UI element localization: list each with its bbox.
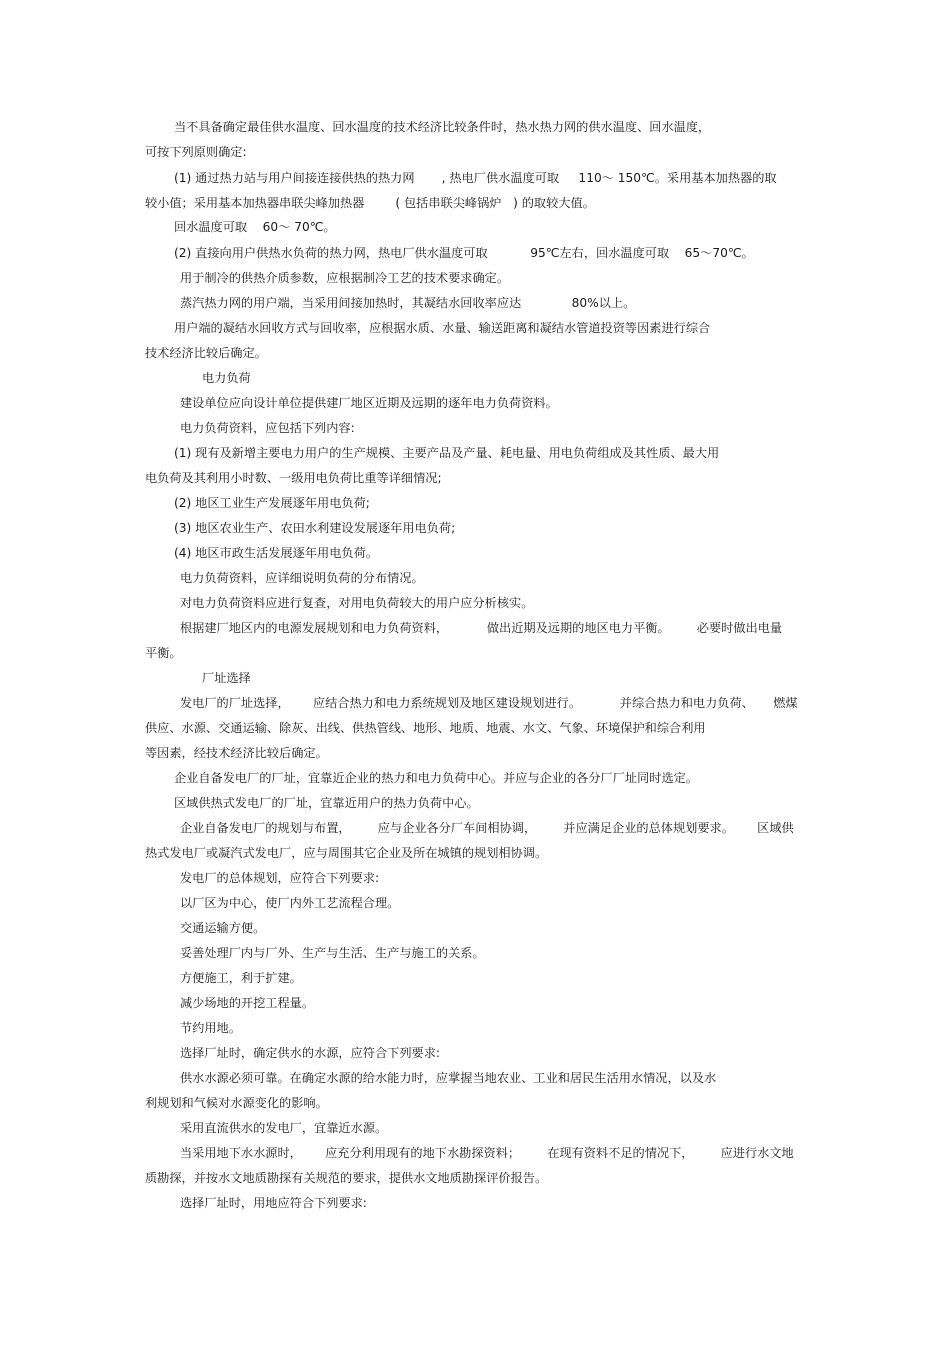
text-line: 利规划和气候对水源变化的影响。: [145, 1096, 328, 1110]
text-line: 以厂区为中心，使厂内外工艺流程合理。: [180, 896, 400, 910]
text-line: (1) 通过热力站与用户间接连接供热的热力网 , 热电厂供水温度可取 110～ 150℃。采用基本加热器的取: [174, 171, 777, 185]
text-line: (3) 地区农业生产、农田水利建设发展逐年用电负荷;: [174, 521, 456, 535]
text-line: 用户端的凝结水回收方式与回收率，应根据水质、水量、输送距离和凝结水管道投资等因素进行综合: [174, 321, 711, 335]
text-line: 减少场地的开挖工程量。: [180, 996, 315, 1010]
text-line: 等因素，经技术经济比较后确定。: [145, 746, 328, 760]
text-line: 发电厂的总体规划，应符合下列要求:: [180, 871, 380, 885]
text-line: 根据建厂地区内的电源发展规划和电力负荷资料， 做出近期及远期的地区电力平衡。 必要时做出电量: [180, 621, 783, 635]
text-line: 技术经济比较后确定。: [145, 346, 267, 360]
section-heading: 电力负荷: [202, 371, 251, 385]
text-line: 质勘探，并按水文地质勘探有关规范的要求，提供水文地质勘探评价报告。: [145, 1171, 548, 1185]
text-line: (1) 现有及新增主要电力用户的生产规模、主要产品及产量、耗电量、用电负荷组成及其性质、最大用: [174, 446, 720, 460]
text-line: 方便施工，利于扩建。: [180, 971, 302, 985]
text-line: 电力负荷资料，应包括下列内容:: [180, 421, 355, 435]
text-line: 选择厂址时，用地应符合下列要求:: [180, 1196, 367, 1210]
text-line: 当采用地下水水源时， 应充分利用现有的地下水勘探资料； 在现有资料不足的情况下， 应进行水文地: [180, 1146, 794, 1160]
text-line: 节约用地。: [180, 1021, 241, 1035]
text-line: 蒸汽热力网的用户端，当采用间接加热时，其凝结水回收率应达 80%以上。: [180, 296, 636, 310]
text-line: (2) 地区工业生产发展逐年用电负荷;: [174, 496, 370, 510]
text-line: (4) 地区市政生活发展逐年用电负荷。: [174, 546, 378, 560]
text-line: 企业自备发电厂的厂址，宜靠近企业的热力和电力负荷中心。并应与企业的各分厂厂址同时选定。: [174, 771, 699, 785]
text-line: 建设单位应向设计单位提供建厂地区近期及远期的逐年电力负荷资料。: [180, 396, 558, 410]
text-line: 交通运输方便。: [180, 921, 266, 935]
text-line: 供应、水源、交通运输、除灰、出线、供热管线、地形、地质、地震、水文、气象、环境保护和综合利用: [145, 721, 706, 735]
text-line: 用于制冷的供热介质参数，应根据制冷工艺的技术要求确定。: [180, 271, 510, 285]
text-line: 妥善处理厂内与厂外、生产与生活、生产与施工的关系。: [180, 946, 485, 960]
text-line: 采用直流供水的发电厂，宜靠近水源。: [180, 1121, 388, 1135]
text-line: 供水水源必须可靠。在确定水源的给水能力时，应掌握当地农业、工业和居民生活用水情况，以及水: [180, 1071, 717, 1085]
text-line: 当不具备确定最佳供水温度、回水温度的技术经济比较条件时，热水热力网的供水温度、回水温度，: [174, 120, 711, 134]
text-line: 对电力负荷资料应进行复查，对用电负荷较大的用户应分析核实。: [180, 596, 534, 610]
text-line: 电负荷及其利用小时数、一级用电负荷比重等详细情况;: [145, 471, 442, 485]
text-line: 较小值；采用基本加热器串联尖峰加热器 ( 包括串联尖峰锅炉 ) 的取较大值。: [145, 196, 595, 210]
text-line: 发电厂的厂址选择， 应结合热力和电力系统规划及地区建设规划进行。 并综合热力和电力负荷、 燃煤: [180, 696, 798, 710]
text-line: 企业自备发电厂的规划与布置， 应与企业各分厂车间相协调， 并应满足企业的总体规划要求。 区域供: [180, 821, 794, 835]
text-line: 区域供热式发电厂的厂址，宜靠近用户的热力负荷中心。: [174, 796, 479, 810]
text-line: 选择厂址时，确定供水的水源，应符合下列要求:: [180, 1046, 441, 1060]
text-line: 电力负荷资料，应详细说明负荷的分布情况。: [180, 571, 424, 585]
text-line: 可按下列原则确定:: [145, 145, 247, 159]
text-line: 回水温度可取 60～ 70℃。: [174, 220, 336, 234]
text-line: 平衡。: [145, 646, 182, 660]
text-line: (2) 直接向用户供热水负荷的热力网，热电厂供水温度可取 95℃左右，回水温度可取 65～70℃。: [174, 246, 754, 260]
section-heading: 厂址选择: [202, 671, 251, 685]
text-line: 热式发电厂或凝汽式发电厂，应与周围其它企业及所在城镇的规划相协调。: [145, 846, 548, 860]
